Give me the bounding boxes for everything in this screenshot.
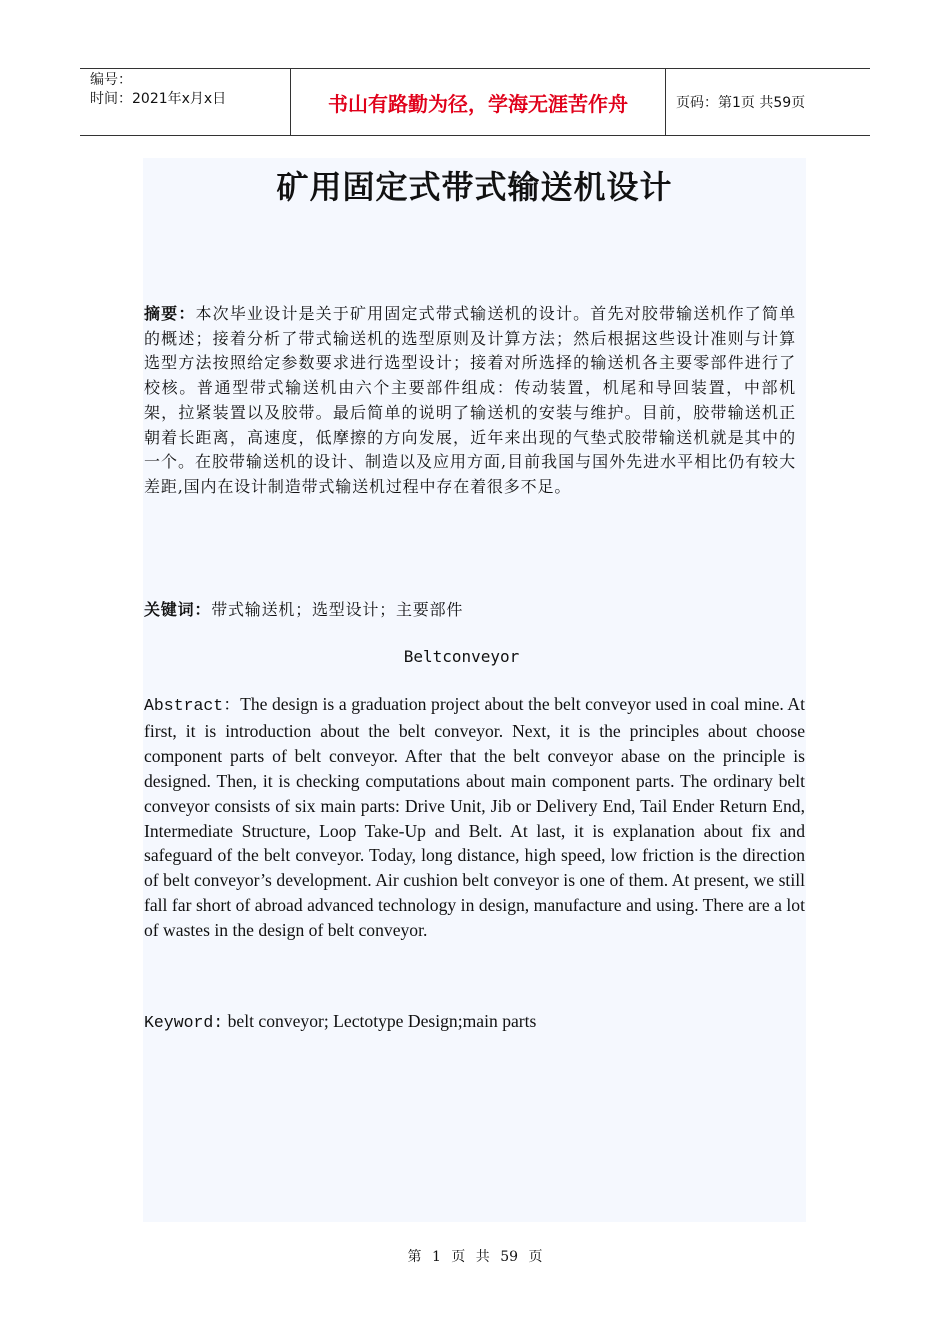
english-title: Beltconveyor [403, 647, 520, 666]
keywords-en-text: belt conveyor; Lectotype Design;main parts [223, 1011, 537, 1031]
header-meta [80, 69, 290, 135]
number-label: 编号： [90, 72, 132, 88]
keywords-cn-text: 带式输送机；选型设计；主要部件 [211, 600, 464, 619]
header-motto: 书山有路勤为径，学海无涯苦作舟 [290, 69, 666, 135]
keywords-cn-label: 关键词： [144, 600, 212, 619]
time-label: 时间：2021年x月x日 [90, 91, 227, 107]
header-page-info: 页码：第1页 共59页 [676, 95, 806, 111]
keywords-english [144, 1011, 805, 1032]
abstract-chinese [144, 302, 796, 500]
document-header [80, 68, 870, 136]
abstract-cn-label: 摘要： [144, 304, 196, 323]
abstract-en-text: The design is a graduation project about the belt conveyor used in coal mine. At first, it is introduction about the belt conveyor. Next, it is the principles about choose component parts of belt conveyor. After that the belt conveyor abase on the principle is designed. Then, it is checking computations about main component parts. The ordinary belt conveyor consists of six main parts: Drive Unit, Jib or Delivery End, Tail Ender Return End, Intermediate Structure, Loop Take-Up and Belt. At last, it is explanation about fix and safeguard of the belt conveyor. Today, long distance, high speed, low friction is the direction of belt conveyor’s development. Air cushion belt conveyor is one of them. At present, we still fall far short of abroad advanced technology in design, manufacture and using. There are a lot of wastes in the design of belt conveyor. [144, 694, 805, 941]
abstract-en-label: Abstract： [144, 696, 241, 715]
keywords-chinese [144, 597, 796, 620]
abstract-english [144, 692, 805, 943]
page-footer: 第 1 页 共 59 页 [407, 1249, 543, 1265]
abstract-cn-text: 本次毕业设计是关于矿用固定式带式输送机的设计。首先对胶带输送机作了简单的概述；接着分析了带式输送机的选型原则及计算方法；然后根据这些设计准则与计算选型方法按照给定参数要求进行选型设计；接着对所选择的输送机各主要零部件进行了校核。普通型带式输送机由六个主要部件组成：传动装置，机尾和导回装置，中部机架，拉紧装置以及胶带。最后简单的说明了输送机的安装与维护。目前，胶带输送机正朝着长距离，高速度，低摩擦的方向发展，近年来出现的气垫式胶带输送机就是其中的一个。在胶带输送机的设计、制造以及应用方面,目前我国与国外先进水平相比仍有较大差距,国内在设计制造带式输送机过程中存在着很多不足。 [144, 304, 796, 496]
document-title: 矿用固定式带式输送机设计 [276, 168, 673, 206]
keywords-en-label: Keyword: [144, 1013, 224, 1032]
